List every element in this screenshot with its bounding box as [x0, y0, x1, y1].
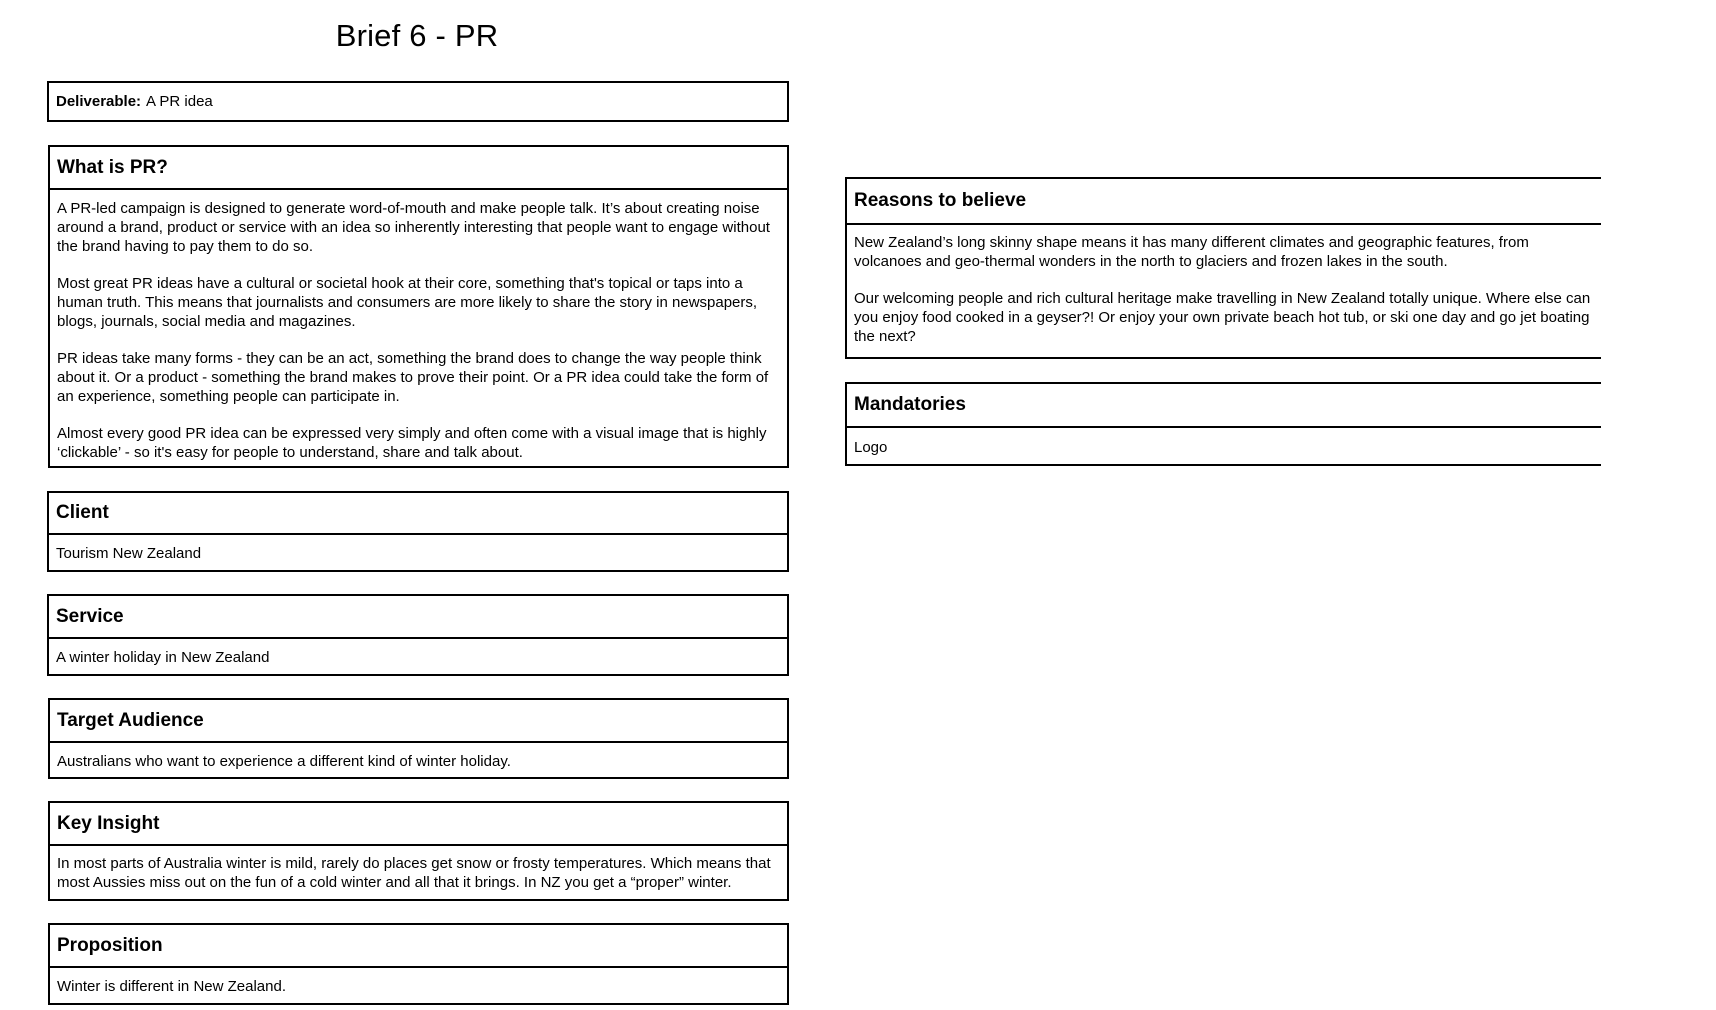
what-is-pr-paragraph: Most great PR ideas have a cultural or societal hook at their core, something that's topical or taps into a human truth. This means that journalists and consumers are more likely to share the story in newspapers, blogs, journals, social media and magazines.	[57, 275, 758, 330]
deliverable-box	[47, 81, 789, 122]
service-value: A winter holiday in New Zealand	[56, 649, 270, 666]
client-box	[47, 491, 789, 572]
what-is-pr-heading: What is PR?	[50, 147, 787, 190]
reasons-to-believe-box	[845, 177, 1601, 359]
mandatories-heading: Mandatories	[847, 384, 1601, 428]
deliverable-value: A PR idea	[146, 93, 213, 110]
key-insight-box	[48, 801, 789, 901]
reasons-to-believe-heading: Reasons to believe	[847, 179, 1601, 225]
proposition-value: Winter is different in New Zealand.	[57, 978, 286, 995]
client-heading: Client	[49, 493, 787, 535]
what-is-pr-paragraph: Almost every good PR idea can be expressed very simply and often come with a visual image that is highly ‘clickable’ - so it's easy for people to understand, share and talk about.	[57, 425, 767, 461]
mandatories-box	[845, 382, 1601, 466]
mandatories-value: Logo	[854, 438, 888, 456]
service-box	[47, 594, 789, 676]
page-title: Brief 6 - PR	[335, 18, 499, 53]
target-audience-box	[48, 698, 789, 779]
target-audience-value: Australians who want to experience a different kind of winter holiday.	[57, 752, 511, 770]
target-audience-heading: Target Audience	[50, 700, 787, 743]
service-heading: Service	[49, 596, 787, 639]
what-is-pr-box	[48, 145, 789, 468]
proposition-box	[48, 923, 789, 1005]
reasons-to-believe-paragraph: New Zealand’s long skinny shape means it has many different climates and geographic features, from volcanoes and geo-thermal wonders in the north to glaciers and frozen lakes in the south.	[854, 234, 1529, 270]
what-is-pr-paragraph: PR ideas take many forms - they can be an act, something the brand does to change the way people think about it. Or a product - something the brand makes to prove their point. Or a PR idea could take the form of an experience, something people can participate in.	[57, 350, 769, 405]
client-value: Tourism New Zealand	[56, 545, 202, 562]
what-is-pr-paragraph: A PR-led campaign is designed to generate word-of-mouth and make people talk. It’s about creating noise around a brand, product or service with an idea so inherently interesting that people want to engage without the brand having to pay them to do so.	[57, 200, 770, 255]
key-insight-value: In most parts of Australia winter is mild, rarely do places get snow or frosty temperatures. Which means that most Aussies miss out on the fun of a cold winter and all that it brings. In NZ you get a “proper” winter.	[57, 855, 771, 891]
what-is-pr-body	[50, 190, 787, 468]
reasons-to-believe-paragraph: Our welcoming people and rich cultural heritage make travelling in New Zealand totally unique. Where else can you enjoy food cooked in a geyser?! Or enjoy your own private beach hot tub, or ski one day and go jet boating the next?	[854, 290, 1591, 345]
key-insight-heading: Key Insight	[50, 803, 787, 846]
reasons-to-believe-body	[847, 225, 1601, 352]
deliverable-label: Deliverable:	[56, 93, 142, 110]
proposition-heading: Proposition	[50, 925, 787, 968]
